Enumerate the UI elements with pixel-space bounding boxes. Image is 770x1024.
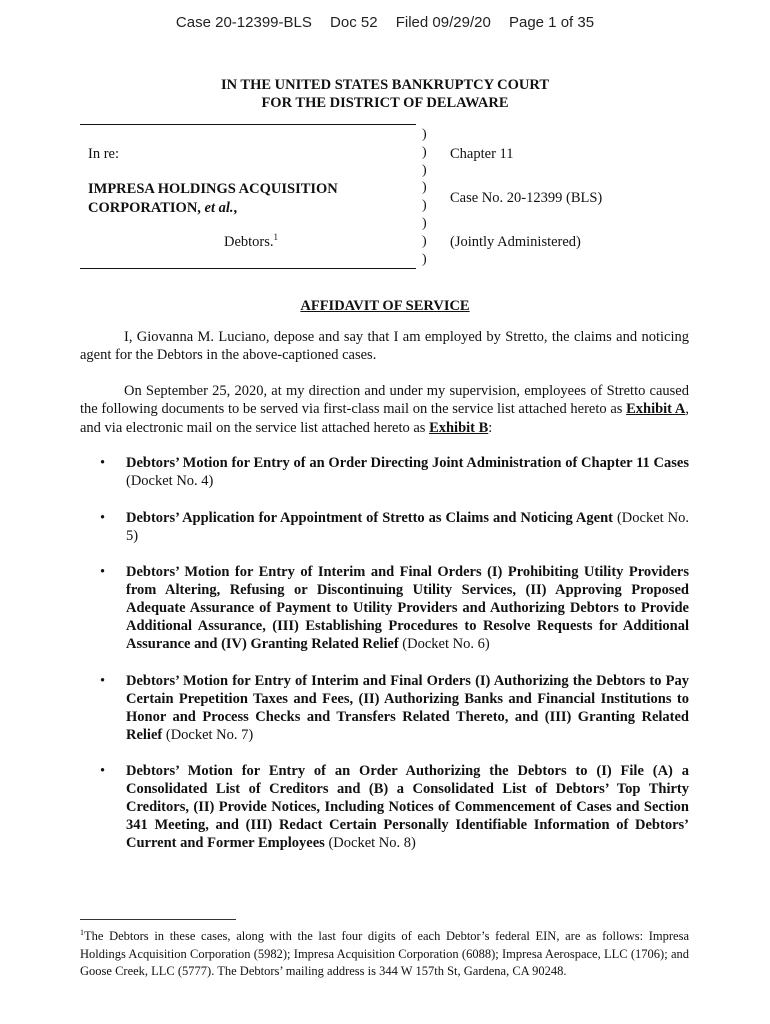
served-document-text xyxy=(126,509,689,545)
bullet-icon: • xyxy=(100,564,106,580)
case-number: Case No. 20-12399 (BLS) xyxy=(450,190,603,206)
paragraph-service xyxy=(80,382,689,437)
debtor-name-line2 xyxy=(88,199,338,218)
debtor-name-comma: , xyxy=(233,199,238,216)
served-document-text xyxy=(126,672,689,744)
caption-top-rule xyxy=(80,124,416,125)
served-document-docket: (Docket No. 6) xyxy=(398,636,490,653)
footnote-separator xyxy=(80,919,236,920)
bullet-icon: • xyxy=(100,510,106,526)
filed-date-stamp: Filed 09/29/20 xyxy=(395,14,491,31)
served-document-title: Debtors’ Motion for Entry of Interim and Final Orders (I) Prohibiting Utility Providers from Altering, Refusing or Discontinuing Utility Services, (II) Approving Proposed Adequate Assurance of Payment to Utility Providers and Authorizing Debtors to Provide Additional Assurance, (III) Establishing Procedures to Resolve Requests for Additional Assurance and (IV) Granting Related Relief xyxy=(126,564,689,653)
paragraph-service-text3: : xyxy=(488,419,493,436)
caption-bottom-rule xyxy=(80,268,416,269)
paragraph-service-text1: On September 25, 2020, at my direction and under my supervision, employees of Stretto caused the following documents to be served via first-class mail on the service list attached hereto as xyxy=(80,383,689,418)
footnote-ref-1: 1 xyxy=(273,232,279,243)
debtor-name-line1: IMPRESA HOLDINGS ACQUISITION xyxy=(88,181,338,197)
paragraph-service-text2: , and via electronic mail on the service list attached hereto as xyxy=(80,401,689,436)
served-document-docket: (Docket No. 4) xyxy=(126,473,214,490)
court-heading xyxy=(0,76,770,112)
exhibit-b-ref: Exhibit B xyxy=(429,419,489,436)
served-document-title: Debtors’ Motion for Entry of Interim and Final Orders (I) Authorizing the Debtors to Pay Certain Prepetition Taxes and Fees, (II) Authorizing Banks and Financial Institutions to Honor and Process Checks and Transfers Related Thereto, and (III) Granting Related Relief xyxy=(126,673,689,744)
debtor-name-corp: CORPORATION, xyxy=(88,199,201,216)
paragraph-employment-text: I, Giovanna M. Luciano, depose and say that I am employed by Stretto, the claims and noticing agent for the Debtors in the above-captioned cases. xyxy=(80,329,689,364)
footnote-1 xyxy=(80,928,689,981)
served-document-title: Debtors’ Motion for Entry of an Order Directing Joint Administration of Chapter 11 Cases xyxy=(126,455,689,471)
et-al-text: et al. xyxy=(204,199,234,216)
footnote-marker: 1 xyxy=(80,927,84,937)
caption-paren-column: ) ) ) ) ) ) ) ) xyxy=(422,127,427,267)
served-document-text xyxy=(126,454,689,490)
served-document-title: Debtors’ Motion for Entry of an Order Authorizing the Debtors to (I) File (A) a Consolidated List of Creditors and (B) a Consolidated List of Debtors’ Top Thirty Creditors, (II) Provide Notices, Including Notices of Commencement of Cases and Section 341 Meeting, and (III) Redact Certain Personally Identifiable Information of Debtors’ Current and Former Employees xyxy=(126,763,689,852)
doc-number-stamp: Doc 52 xyxy=(330,14,378,31)
served-document-title: Debtors’ Application for Appointment of Stretto as Claims and Noticing Agent xyxy=(126,510,613,526)
jointly-administered: (Jointly Administered) xyxy=(450,234,581,250)
bullet-icon: • xyxy=(100,763,106,779)
debtor-name xyxy=(88,180,338,217)
bullet-icon: • xyxy=(100,673,106,689)
served-document-docket: (Docket No. 7) xyxy=(162,727,254,744)
chapter-label: Chapter 11 xyxy=(450,146,514,162)
court-district: FOR THE DISTRICT OF DELAWARE xyxy=(261,95,509,111)
debtors-label xyxy=(224,234,278,251)
document-title: AFFIDAVIT OF SERVICE xyxy=(300,298,470,314)
exhibit-a-ref: Exhibit A xyxy=(626,401,686,418)
page-count-stamp: Page 1 of 35 xyxy=(508,14,595,31)
debtors-label-text: Debtors. xyxy=(224,234,274,250)
served-document-text xyxy=(126,762,689,852)
court-name: IN THE UNITED STATES BANKRUPTCY COURT xyxy=(220,77,550,93)
case-number-stamp: Case 20-12399-BLS xyxy=(175,14,312,31)
served-document-text xyxy=(126,563,689,653)
ecf-header-stamp xyxy=(0,14,770,31)
paragraph-employment xyxy=(80,328,689,365)
bullet-icon: • xyxy=(100,455,106,471)
served-document-docket: (Docket No. 5) xyxy=(126,510,690,545)
footnote-text: The Debtors in these cases, along with the last four digits of each Debtor’s federal EIN, are as follows: Impresa Holdings Acquisition Corporation (5982); Impresa Acquisition Corporation (6088); Impresa Aerospace, LLC (1706); and Goose Creek, LLC (5777). The Debtors’ mailing address is 344 W 157th St, Gardena, CA 90248. xyxy=(80,929,689,978)
in-re-label: In re: xyxy=(88,146,119,162)
served-document-docket: (Docket No. 8) xyxy=(324,835,416,852)
